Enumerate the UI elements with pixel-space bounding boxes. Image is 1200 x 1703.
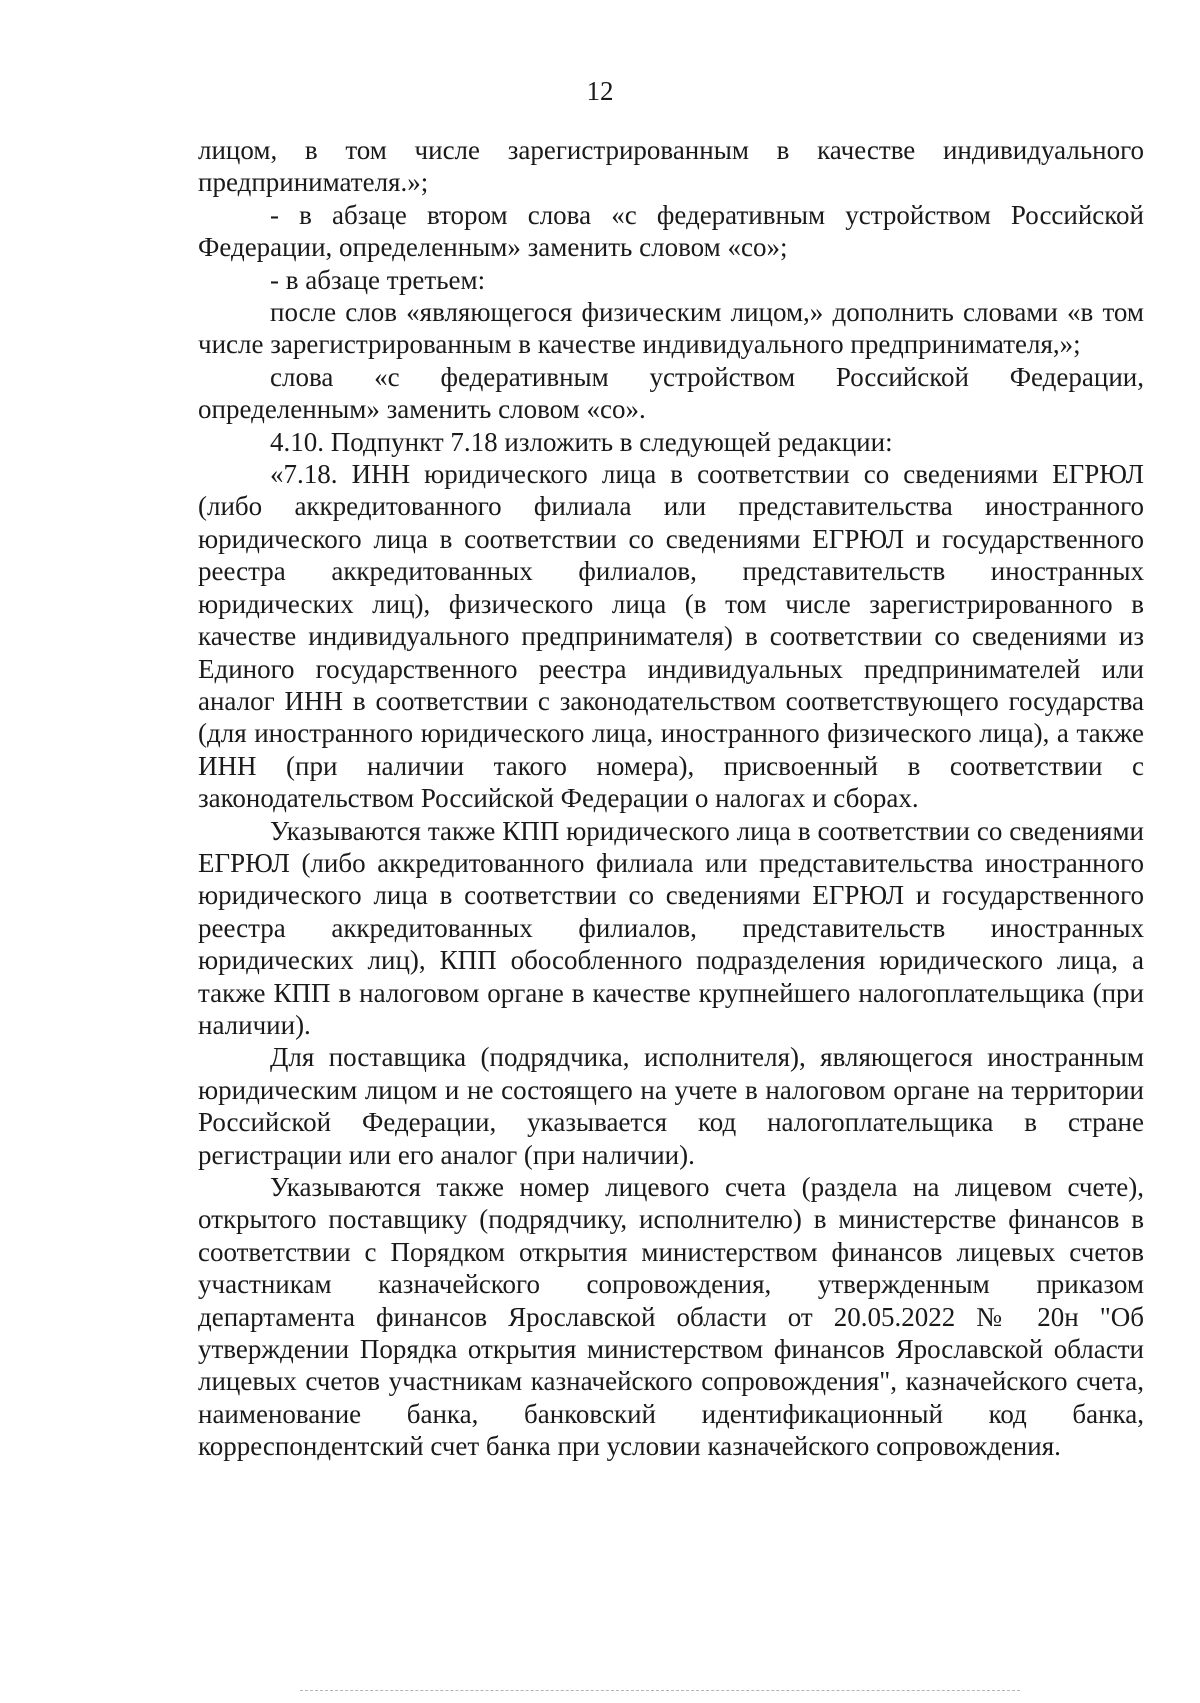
paragraph-add-words: после слов «являющегося физическим лицом,» дополнить словами «в том числе зарегистрированным в качестве индивидуального предпринимателя,»;	[198, 297, 1144, 360]
paragraph-foreign-supplier: Для поставщика (подрядчика, исполнителя), являющегося иностранным юридическим лицом и не состоящего на учете в налоговом органе на территории Российской Федерации, указывается код налогоплательщика в стране регистрации или его аналог (при наличии).	[198, 1042, 1144, 1170]
footer-divider	[300, 1690, 1020, 1691]
paragraph-clause-7-18: «7.18. ИНН юридического лица в соответствии со сведениями ЕГРЮЛ (либо аккредитованного филиала или представительства иностранного юридического лица в соответствии со сведениями ЕГРЮЛ и государственного реестра аккредитованных филиалов, представительств иностранных юридических лиц), физического лица (в том числе зарегистрированного в качестве индивидуального предпринимателя) в соответствии со сведениями из Единого государственного реестра индивидуальных предпринимателей или аналог ИНН в соответствии с законодательством соответствующего государства (для иностранного юридического лица, иностранного физического лица), а также ИНН (при наличии такого номера), присвоенный в соответствии с законодательством Российской Федерации о налогах и сборах.	[198, 459, 1144, 814]
paragraph-continuation: лицом, в том числе зарегистрированным в качестве индивидуального предпринимателя.»;	[198, 135, 1144, 198]
paragraph-kpp: Указываются также КПП юридического лица в соответствии со сведениями ЕГРЮЛ (либо аккредитованного филиала или представительства иностранного юридического лица в соответствии со сведениями ЕГРЮЛ и государственного реестра аккредитованных филиалов, представительств иностранных юридических лиц), КПП обособленного подразделения юридического лица, а также КПП в налоговом органе в качестве крупнейшего налогоплательщика (при наличии).	[198, 815, 1144, 1040]
paragraph-account-details: Указываются также номер лицевого счета (раздела на лицевом счете), открытого поставщику (подрядчику, исполнителю) в министерстве финансов в соответствии с Порядком открытия министерством финансов лицевых счетов участникам казначейского сопровождения, утвержденным приказом департамента финансов Ярославской области от 20.05.2022 № 20н "Об утверждении Порядка открытия министерством финансов Ярославской области лицевых счетов участникам казначейского сопровождения", казначейского счета, наименование банка, банковский идентификационный код банка, корреспондентский счет банка при условии казначейского сопровождения.	[198, 1172, 1144, 1462]
paragraph-amendment-second-indent: - в абзаце втором слова «с федеративным устройством Российской Федерации, определенным» заменить словом «со»;	[198, 199, 1144, 263]
page-number: 12	[586, 76, 614, 106]
paragraph-amendment-third-indent: - в абзаце третьем:	[270, 264, 486, 295]
paragraph-replace-words: слова «с федеративным устройством Российской Федерации, определенным» заменить словом «со».	[198, 361, 1144, 425]
paragraph-subclause-heading: 4.10. Подпункт 7.18 изложить в следующей редакции:	[270, 426, 893, 457]
document-body	[198, 134, 1144, 1463]
